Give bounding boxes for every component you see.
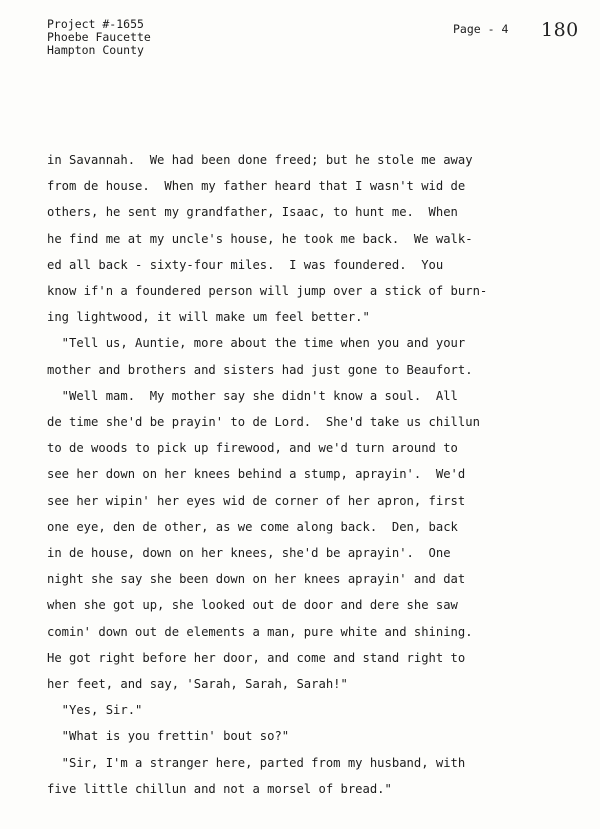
text-line: "Well mam. My mother say she didn't know a soul. All xyxy=(47,388,458,403)
text-line: from de house. When my father heard that I wasn't wid de xyxy=(47,179,466,194)
project-number: Project #-1655 xyxy=(47,17,144,31)
document-header xyxy=(47,18,151,57)
text-line: one eye, den de other, as we come along back. Den, back xyxy=(47,519,458,534)
page-number-stamp: 180 xyxy=(541,19,579,41)
county-name: Hampton County xyxy=(47,43,144,57)
text-line: see her down on her knees behind a stump, aprayin'. We'd xyxy=(47,467,466,482)
text-line: he find me at my uncle's house, he took me back. We walk- xyxy=(47,231,473,246)
text-line: "Yes, Sir." xyxy=(47,703,143,718)
text-line: see her wipin' her eyes wid de corner of her apron, first xyxy=(47,493,466,508)
text-line: others, he sent my grandfather, Isaac, to hunt me. When xyxy=(47,205,458,220)
text-line: mother and brothers and sisters had just gone to Beaufort. xyxy=(47,362,473,377)
text-line: five little chillun and not a morsel of bread." xyxy=(47,781,392,796)
text-line: night she say she been down on her knees aprayin' and dat xyxy=(47,572,466,587)
text-line: "Sir, I'm a stranger here, parted from my husband, with xyxy=(47,755,466,770)
text-line: "Tell us, Auntie, more about the time when you and your xyxy=(47,336,466,351)
text-line: He got right before her door, and come and stand right to xyxy=(47,650,466,665)
text-line: ing lightwood, it will make um feel better." xyxy=(47,310,370,325)
page-label: Page - 4 xyxy=(453,22,509,36)
text-line: in de house, down on her knees, she'd be aprayin'. One xyxy=(47,546,451,560)
text-line: ed all back - sixty-four miles. I was foundered. You xyxy=(47,257,444,272)
text-line: "What is you frettin' bout so?" xyxy=(47,729,290,744)
text-line: to de woods to pick up firewood, and we'd turn around to xyxy=(47,441,458,456)
text-line: comin' down out de elements a man, pure white and shining. xyxy=(47,624,473,639)
text-line: in Savannah. We had been done freed; but he stole me away xyxy=(47,153,473,167)
text-line: when she got up, she looked out de door and dere she saw xyxy=(47,598,458,613)
interviewee-name: Phoebe Faucette xyxy=(47,30,151,44)
text-line: de time she'd be prayin' to de Lord. She'd take us chillun xyxy=(47,415,480,429)
text-line: her feet, and say, 'Sarah, Sarah, Sarah!" xyxy=(47,677,348,691)
text-line: know if'n a foundered person will jump over a stick of burn- xyxy=(47,284,488,298)
